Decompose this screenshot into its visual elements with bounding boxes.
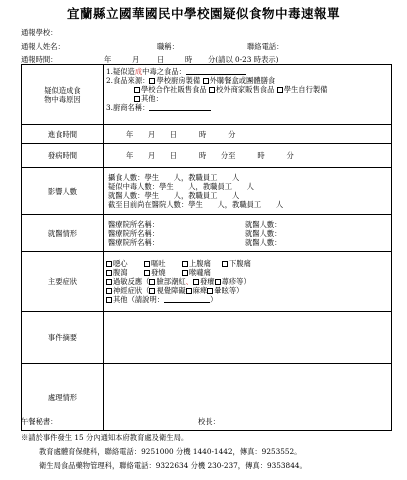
checkbox-nausea[interactable] [106,261,112,267]
hospital-name-1[interactable]: 醫療院所名稱： [108,219,160,229]
eat-time-label: 進食時間 [22,125,104,144]
medical-count-1[interactable]: 就醫人數： [245,219,282,229]
report-table [21,64,392,431]
note-2: 教育處體育保健科，聯絡電話：9251000 分機 1440-1442，傳真：9253552。 [39,447,302,456]
checkbox-hives[interactable] [215,279,221,285]
report-day[interactable]: 日 [157,55,165,64]
summary-label: 事件摘要 [22,312,104,364]
affected-suspected-count[interactable]: 疑似中毒人數：學生 人，教職員工 人 [108,182,254,191]
checkbox-lower[interactable] [222,261,228,267]
medical-count-2[interactable]: 就醫人數： [245,228,282,238]
checkbox-vomit[interactable] [144,261,150,267]
checkbox-diarrhea[interactable] [106,270,112,276]
checkbox-itch[interactable] [193,279,199,285]
checkbox-school-kitchen[interactable] [149,78,155,84]
checkbox-other[interactable] [134,96,140,102]
suspected-cause-cell [104,65,392,125]
onset-time-field[interactable]: 年 月 日 時 分至 時 分 [104,144,392,168]
row-eat-time [22,125,392,144]
handling-field[interactable] [104,364,392,431]
symptoms-label: 主要症狀 [22,252,104,312]
affected-cell [104,168,392,215]
row-symptoms [22,252,392,312]
eat-time-field[interactable]: 年 月 日 時 分 [104,125,392,144]
suspected-cause-label: 疑似造成食 物中毒原因 [22,65,104,125]
checkbox-dizzy[interactable] [207,288,213,294]
lunch-secretary-signature[interactable]: 午餐秘書： [21,417,58,426]
medical-label: 就醫情形 [22,215,104,252]
handling-label: 處理情形 [22,364,104,431]
checkbox-nearby[interactable] [209,87,215,93]
school-field[interactable]: 通報學校： [21,28,58,37]
report-year[interactable]: 年 [104,55,112,64]
report-hour[interactable]: 時 [185,55,193,64]
checkbox-coop[interactable] [134,87,140,93]
note-3: 衛生局食品藥物管理科，聯絡電話：9322634 分機 230-237，傳真：9353844。 [39,461,307,470]
summary-field[interactable] [104,312,392,364]
affected-label: 影響人數 [22,168,104,215]
report-month[interactable]: 月 [132,55,140,64]
checkbox-stomach[interactable] [182,261,188,267]
row-onset-time [22,144,392,168]
phone-field[interactable]: 聯絡電話： [247,42,284,51]
checkbox-external[interactable] [203,78,209,84]
principal-signature[interactable]: 校長： [198,417,220,426]
checkbox-fever[interactable] [144,270,150,276]
medical-count-3[interactable]: 就醫人數： [245,237,282,247]
onset-time-label: 發病時間 [22,144,104,168]
report-minute[interactable]: 分(請以 0-23 時表示) [208,55,279,64]
row-affected [22,168,392,215]
affected-medical-count[interactable]: 就醫人數：學生 人，教職員工 人 [108,191,240,200]
symptoms-cell: 噁心 嘔吐 上腹痛 下腹痛 腹瀉 發燒 喉嚨痛 過敏反應（ 臉部潮紅、 發癢 蕁疹等） 神經症狀（ 視覺障礙 麻痺 暈眩等） 其他（請說明： ） [104,252,392,312]
checkbox-neuro[interactable] [106,288,112,294]
affected-eat-count[interactable]: 攝食人數：學生 人，教職員工 人 [108,173,240,182]
checkbox-vision[interactable] [149,288,155,294]
suspected-food-field[interactable]: 1.疑似造成中毒之食品： [106,67,391,76]
page-title: 宜蘭縣立國華國民中學校園疑似食物中毒速報單 [66,6,340,21]
checkbox-allergy[interactable] [106,279,112,285]
food-source-line: 2.食品來源： 學校廚房製備 外購餐盒或團體膳食 [106,76,276,85]
caterer-field[interactable]: 3.廚商名稱： [106,103,391,112]
checkbox-throat[interactable] [182,270,188,276]
medical-cell [104,215,392,252]
checkbox-flush[interactable] [149,279,155,285]
checkbox-self[interactable] [277,87,283,93]
checkbox-symptom-other[interactable] [106,297,112,303]
note-1: ※請於事件發生 15 分內通知本府教育處及衛生局。 [21,433,189,442]
symptom-other-field[interactable]: 其他（請說明： ） [106,295,391,304]
food-source-other: 其他： [106,94,391,103]
row-summary [22,312,392,364]
affected-hospital-count[interactable]: 截至目前尚在醫院人數：學生 人，教職員工 人 [108,200,284,209]
row-suspected-cause [22,65,392,125]
report-time-label: 通報時間： [21,55,58,64]
checkbox-numb[interactable] [186,288,192,294]
position-field[interactable]: 職稱： [157,42,179,51]
food-source-line-2: 學校合作社販售食品 校外商家販售食品 學生自行製備 [106,85,391,94]
hospital-name-2[interactable]: 醫療院所名稱： [108,228,160,238]
reporter-field[interactable]: 通報人姓名： [21,42,65,51]
row-medical [22,215,392,252]
hospital-name-3[interactable]: 醫療院所名稱： [108,237,160,247]
